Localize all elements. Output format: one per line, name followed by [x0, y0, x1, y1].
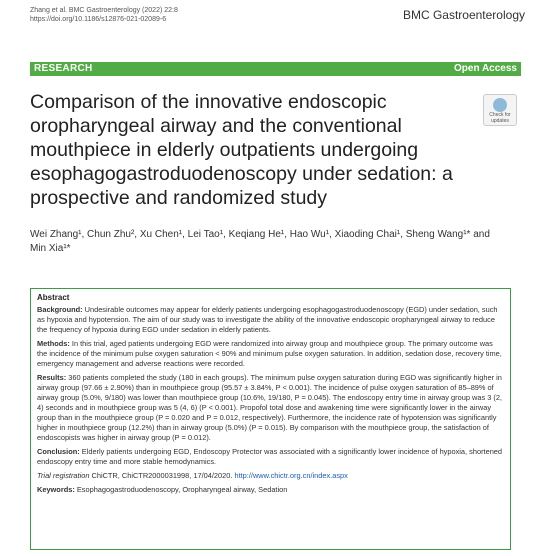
abstract-box	[30, 288, 511, 550]
section-text: In this trial, aged patients undergoing EGD were randomized into airway group and mouthpiece group. The primary outcome was the incidence of the minimum pulse oxygen saturation < 90% and minimum pulse oxygen saturation. In addition, sedation dose, recovery time, emergency management and adverse reactions were recorded.	[37, 339, 502, 368]
section-label: Conclusion:	[37, 447, 80, 456]
article-type-label: RESEARCH	[34, 63, 93, 74]
abstract-conclusion	[37, 447, 504, 467]
abstract-results	[37, 373, 504, 443]
doi-link[interactable]: https://doi.org/10.1186/s12876-021-02089-6	[30, 16, 167, 23]
section-text: 360 patients completed the study (180 in each groups). The minimum pulse oxygen saturation during EGD was significantly higher in airway group (97.66 ± 2.90%) than in mouthpiece group (95.57 ± 3.84%, P < 0.001). The incidence of pulse oxygen saturation of 85–89% of airway group (5.0%, 9/180) was lower than mouthpiece group (10.6%, 19/180, P = 0.045). The endoscopy entry time in airway group was 3 (2, 4) seconds and in mouthpiece group was 5 (4, 6) (P < 0.001). Propofol total dose and awakening time were significantly lower in the airway group than in the mouthpiece group (P = 0.020 and P = 0.012, respectively). Furthermore, the incidence rate of hypotension was significantly higher in mouthpiece group (12.2%) than in airway group (5.0%) (P = 0.015). By comparison with the mouthpiece group, the satisfaction of endoscopists was higher in airway group (P = 0.012).	[37, 373, 502, 442]
section-label: Methods:	[37, 339, 70, 348]
abstract-background	[37, 305, 504, 335]
trial-text: ChiCTR, ChiCTR2000031998, 17/04/2020.	[89, 471, 235, 480]
author-list: Wei Zhang¹, Chun Zhu², Xu Chen¹, Lei Tao¹, Keqiang He¹, Hao Wu¹, Xiaoding Chai¹, Sheng Wang¹* and Min Xia¹*	[30, 229, 490, 254]
check-for-updates-label: Check for updates	[489, 112, 511, 124]
keywords	[37, 485, 504, 495]
citation	[30, 6, 178, 24]
section-text: Undesirable outcomes may appear for elderly patients undergoing esophagogastroduodenoscopy (EGD) under sedation, such as hypoxia and hypotension. The aim of our study was to investigate the ability of the innovative endoscopic oropharyngeal airway to reduce the frequency of hypoxia during EGD under sedation in elderly patients.	[37, 305, 498, 334]
citation-line: Zhang et al. BMC Gastroenterology (2022) 22:8	[30, 7, 178, 14]
open-access-label: Open Access	[454, 63, 517, 74]
article-title: Comparison of the innovative endoscopic oropharyngeal airway and the conventional mouthpiece in elderly outpatients undergoing esophagogastroduodenoscopy under sedation: a prospective and randomized study	[30, 91, 453, 209]
keywords-label: Keywords:	[37, 485, 75, 494]
journal-name: BMC Gastroenterology	[402, 8, 525, 22]
article-type-ribbon	[30, 62, 521, 76]
abstract-heading: Abstract	[37, 293, 70, 302]
check-for-updates-button[interactable]	[483, 94, 517, 126]
section-label: Background:	[37, 305, 83, 314]
abstract-methods	[37, 339, 504, 369]
trial-label: Trial registration	[37, 471, 90, 480]
trial-link[interactable]: http://www.chictr.org.cn/index.aspx	[234, 471, 348, 480]
section-text: Elderly patients undergoing EGD, Endoscopy Protector was associated with a significantly lower incidence of hypoxia, shortened endoscopy entry time and more stable hemodynamics.	[37, 447, 503, 466]
keywords-text: Esophagogastroduodenoscopy, Oropharyngeal airway, Sedation	[74, 485, 288, 494]
update-icon	[493, 98, 507, 112]
trial-registration	[37, 471, 504, 481]
section-label: Results:	[37, 373, 67, 382]
